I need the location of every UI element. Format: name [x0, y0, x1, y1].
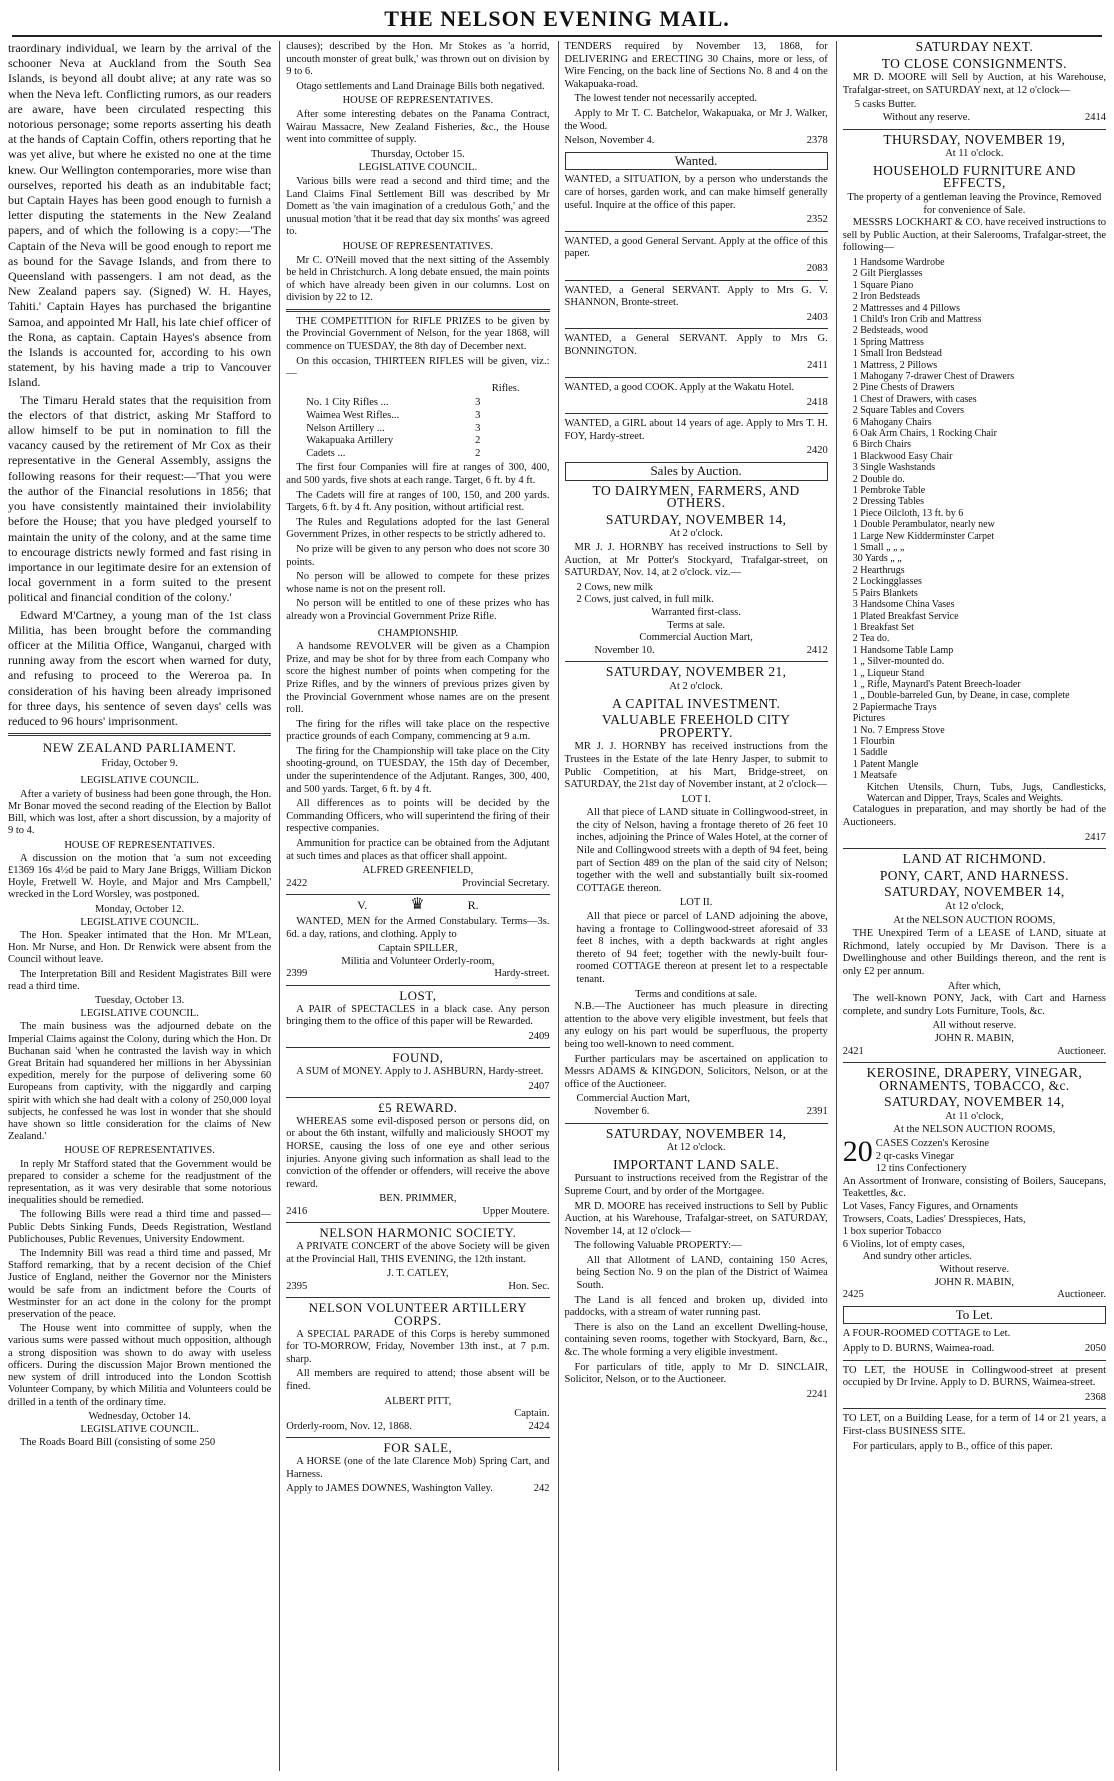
table-cell: Cadets ... [306, 447, 346, 459]
ad-text: TENDERS required by November 13, 1868, for DELIVERING and ERECTING 30 Chains, more or less, of Wire Fencing, on the back line of Sections No. 8 and 4 on the Wakapuaka-road. [564, 41, 828, 90]
ad-text: A HORSE (one of the late Clarence Mob) Spring Cart, and Harness. [286, 1455, 550, 1480]
list-item: 1 Patent Mangle [852, 758, 919, 770]
ad-place: Nelson, November 4. [564, 135, 655, 147]
ad-heading: LOST, [399, 987, 437, 1003]
ad-street: Hardy-street. [494, 968, 550, 980]
ad-heading: PONY, CART, AND HARNESS. [879, 867, 1069, 883]
article-paragraph: The Indemnity Bill was read a third time and passed, Mr Stafford remarking, that by a recent decision of the Chief Justice of England, neither the Governor nor the Ministers would be safe from an indictment before the Courts of Westminster for an act done in the colony for the prompt preservation of the peace. [8, 1248, 272, 1321]
list-item: 1 Mahogany 7-drawer Chest of Drawers [852, 370, 1015, 382]
ad-text: WANTED, a SITUATION, by a person who understands the care of horses, garden work, and can make himself generally useful. Inquire at the office of this paper. [564, 174, 828, 211]
article-paragraph: The Interpretation Bill and Resident Magistrates Bill were read a third time. [8, 968, 272, 992]
ad-place: Commercial Auction Mart, [576, 1093, 690, 1105]
ad-text: Warranted first-class. [651, 606, 741, 618]
ad-text: THE Unexpired Term of a LEASE of LAND, situate at Richmond, lately occupied by Mr Davison. There is a Dwellinghouse and other Buildings thereon, and the rent is only £2 per annum. [842, 928, 1106, 977]
ad-heading: TO CLOSE CONSIGNMENTS. [881, 55, 1067, 71]
divider [286, 894, 549, 895]
signature-name: JOHN R. MABIN, [934, 1032, 1015, 1044]
big-number: 20 [842, 1135, 873, 1169]
article-paragraph: The main business was the adjourned debate on the Imperial Claims against the Colony, during which the Hon. Dr Buchanan said 'when he contrasted the lavish way in which Great Britain had squandered her millions in her Abyssinian expedition, merely for the purpose of delivering some 60 Europeans from captivity, with the niggardly and carping spirit with which she had dealt with a colony of 250,000 loyal subjects, he confessed he was lost in wonder that she should have shown so little consideration for the claims of New Zealand.' [8, 1021, 272, 1143]
list-item: 1 Plated Breakfast Service [852, 610, 959, 622]
ad-text: The lowest tender not necessarily accepted. [574, 93, 758, 105]
ad-number: 2417 [1085, 831, 1106, 843]
ad-text: WANTED, a good General Servant. Apply at the office of this paper. [564, 235, 828, 260]
subheading: LEGISLATIVE COUNCIL. [80, 916, 199, 928]
ad-heading: HOUSEHOLD FURNITURE AND EFFECTS, [873, 162, 1076, 191]
list-item: 2 Gilt Pierglasses [852, 268, 923, 280]
ad-text: MR J. J. HORNBY has received instructions to Sell by Auction, at Mr Potter's Stockyard, Trafalgar-street, on SATURDAY, Nov. 14, at 2 o'clock. viz.— [564, 542, 828, 579]
signature-name: JOHN R. MABIN, [934, 1276, 1015, 1288]
lot-heading: LOT II. [679, 897, 713, 909]
article-paragraph: A handsome REVOLVER will be given as a Champion Prize, and may be shot for by three from each Company who score the highest number of points when competing for the Prize Rifles, and by the winners of previous prizes given by the Provincial Government whose names are on the present roll. [286, 641, 550, 716]
list-item: 1 Handsome Table Lamp [852, 644, 954, 656]
section-heading: NEW ZEALAND PARLIAMENT. [42, 740, 237, 756]
signature-title: Hon. Sec. [508, 1280, 550, 1292]
ad-contact: Captain SPILLER, [378, 943, 458, 955]
list-item: 1 Handsome Wardrobe [852, 256, 945, 268]
subheading: HOUSE OF REPRESENTATIVES. [64, 1145, 215, 1157]
ad-text: Terms at sale. [667, 619, 726, 631]
list-item: 1 Chest of Drawers, with cases [852, 393, 977, 405]
ad-text: WANTED, a General SERVANT. Apply to Mrs G. BONNINGTON. [564, 333, 828, 357]
list-item: 1 Child's Iron Crib and Mattress [852, 313, 982, 325]
subheading: HOUSE OF REPRESENTATIVES. [342, 240, 494, 252]
divider [565, 377, 828, 378]
signature-name: ALBERT PITT, [384, 1395, 452, 1407]
ad-text: Pursuant to instructions received from the Registrar of the Supreme Court, and by order of the Mortgagee. [564, 1173, 828, 1197]
ad-number: 2403 [806, 311, 828, 323]
list-item: 1 Double Perambulator, nearly new [852, 519, 995, 531]
ad-number: 2424 [528, 1420, 550, 1432]
table-row [306, 423, 486, 436]
list-item: 12 tins Confectionery [875, 1163, 967, 1175]
table-cell: 2 [475, 435, 481, 447]
list-item: Lot Vases, Fancy Figures, and Ornaments [842, 1201, 1018, 1213]
ad-text: MESSRS LOCKHART & CO. have received instructions to sell by Public Auction, at their Salerooms, Trafalgar-street, the following— [842, 217, 1106, 254]
ad-text: A SUM of MONEY. Apply to J. ASHBURN, Hardy-street. [296, 1065, 544, 1077]
divider [286, 985, 549, 986]
ad-text: The well-known PONY, Jack, with Cart and Harness complete, and sundry Lots Furniture, Tools, &c. [842, 993, 1106, 1017]
article-paragraph: After some interesting debates on the Panama Contract, Wairau Massacre, New Zealand Fisheries, &c., the House went into committee of supply. [286, 108, 550, 146]
list-item: Pictures [852, 713, 885, 725]
ad-date: THURSDAY, NOVEMBER 19, [883, 131, 1066, 147]
ad-number: 2409 [528, 1030, 550, 1042]
divider [565, 1123, 828, 1124]
list-item: 2 Double do. [852, 473, 905, 485]
ad-text: Without reserve. [939, 1264, 1010, 1275]
divider [565, 413, 828, 414]
date-line: Thursday, October 15. [370, 148, 465, 160]
ad-place: Upper Moutere. [482, 1205, 550, 1217]
list-item: 2 Hearthrugs [852, 564, 905, 576]
list-item: 5 casks Butter. [854, 99, 917, 111]
divider [843, 1360, 1106, 1361]
ad-heading: FOR SALE, [383, 1440, 453, 1456]
article-paragraph: The Rules and Regulations adopted for the last General Government Prizes, in other respects to be strictly adhered to. [286, 516, 550, 541]
ad-text: N.B.—The Auctioneer has much pleasure in directing attention to the above very eligible investment, but feels that any eulogy on his part would be superfluous, the property being too well-known to need comment. [564, 1001, 828, 1050]
ad-number: 2399 [286, 968, 308, 980]
list-item: 1 Saddle [852, 747, 888, 759]
list-item: 2 Mattresses and 4 Pillows [852, 302, 960, 314]
list-item: 1 Square Piano [852, 279, 914, 291]
ad-number: 2352 [806, 214, 828, 226]
ad-text: All members are required to attend; those absent will be fined. [286, 1368, 550, 1392]
ad-text: A SPECIAL PARADE of this Corps is hereby summoned for TO-MORROW, Friday, November 13th inst., at 7 p.m. sharp. [286, 1328, 550, 1365]
list-item: 2 Bedsteads, wood [852, 325, 929, 337]
ad-heading: IMPORTANT LAND SALE. [613, 1156, 780, 1172]
ad-number: 2416 [286, 1205, 308, 1217]
ad-time: At 12 o'clock. [666, 1142, 726, 1154]
ad-date: SATURDAY, NOVEMBER 14, [605, 1125, 787, 1141]
list-item: 2 Square Tables and Covers [852, 405, 965, 417]
article-paragraph: Otago settlements and Land Drainage Bills both negatived. [296, 80, 545, 92]
signature-title: Auctioneer. [1057, 1289, 1106, 1301]
ad-text: The following Valuable PROPERTY:— [574, 1240, 742, 1252]
rifle-occasion: On this occasion, THIRTEEN RIFLES will be given, viz.:— [286, 355, 550, 380]
ad-number: 2391 [806, 1105, 828, 1117]
signature-name: BEN. PRIMMER, [379, 1193, 457, 1205]
divider [565, 280, 828, 281]
columns [8, 41, 1106, 1771]
seal-v: V. [357, 898, 368, 913]
ad-heading: NELSON HARMONIC SOCIETY. [319, 1225, 517, 1241]
article-paragraph: No person will be allowed to compete for these prizes whose name is not on the present roll. [286, 571, 550, 595]
masthead: THE NELSON EVENING MAIL. [12, 6, 1102, 37]
list-item: Kitchen Utensils, Churn, Tubs, Jugs, Candlesticks, Watercan and Dipper, Trays, Scales and Weights. [866, 781, 1106, 804]
list-item: 1 box superior Tobacco [842, 1226, 942, 1238]
ad-time: At 11 o'clock, [945, 1110, 1004, 1122]
list-item: 2 Tea do. [852, 633, 890, 645]
ad-number: 242 [533, 1483, 550, 1495]
signature-name: ALFRED GREENFIELD, [362, 865, 474, 877]
ad-number: 2425 [842, 1289, 864, 1301]
ad-text: Apply to JAMES DOWNES, Washington Valley. [286, 1483, 493, 1495]
list-item: 1 Breakfast Set [852, 621, 914, 633]
ad-number: 2412 [806, 644, 828, 656]
ad-text: A PAIR of SPECTACLES in a black case. Any person bringing them to the office of this paper will be Rewarded. [286, 1003, 550, 1028]
list-item: And sundry other articles. [862, 1251, 972, 1263]
ad-heading: KEROSINE, DRAPERY, VINEGAR, ORNAMENTS, TOBACCO, &c. [866, 1065, 1083, 1093]
divider [286, 1097, 549, 1098]
ad-text: The property of a gentleman leaving the Province, Removed for convenience of Sale. [847, 191, 1102, 216]
ad-number: 2411 [807, 360, 828, 372]
ad-text: There is also on the Land an excellent Dwelling-house, containing seven rooms, together with Stockyard, Barn, &c., &c. The whole forming a very eligible investment. [564, 1321, 828, 1359]
ad-heading: SATURDAY NEXT. [915, 41, 1034, 54]
list-item: 1 Mattress, 2 Pillows [852, 359, 938, 371]
seal-r: R. [467, 898, 479, 913]
ad-date: November 10. [594, 644, 655, 656]
ad-text: WANTED, a General SERVANT. Apply to Mrs G. V. SHANNON, Bronte-street. [564, 284, 828, 309]
article-paragraph: No prize will be given to any person who does not score 30 points. [286, 543, 550, 568]
kerosine-list [842, 1135, 1106, 1264]
subheading: HOUSE OF REPRESENTATIVES. [64, 839, 215, 851]
ad-text: MR D. MOORE has received instructions to Sell by Public Auction, at his Warehouse, Trafalgar-street, on SATURDAY, November 14, at 12 o'clock— [564, 1200, 828, 1237]
article-paragraph: The Roads Board Bill (consisting of some 250 [20, 1437, 216, 1449]
date-line: Friday, October 9. [101, 758, 178, 770]
ad-heading: VALUABLE FREEHOLD CITY PROPERTY. [601, 712, 791, 740]
ad-place: Commercial Auction Mart, [639, 632, 753, 644]
list-item: 1 „ Double-barreled Gun, by Deane, in case, complete [852, 690, 1070, 702]
table-cell: Wakapuaka Artillery [306, 435, 394, 447]
ad-heading: FOUND, [392, 1050, 444, 1066]
list-item: 1 Large New Kidderminster Carpet [852, 530, 995, 542]
rifles-label: Rifles. [491, 382, 520, 394]
date-line: Tuesday, October 13. [94, 995, 185, 1006]
list-item: 1 No. 7 Empress Stove [852, 724, 945, 736]
ad-time: At 12 o'clock, [944, 900, 1004, 912]
article-paragraph: traordinary individual, we learn by the arrival of the schooner Neva at Auckland from the South Sea Islands, is beyond all doubt alive; at any rate was so when the Neva left. Conflicting rumors, as our readers are aware, have been circulated respecting this notorious personage; some reports asserting his death at the hands of Captain Coffin, others reporting that he was yet alive, but where he existed no one at the time knew. Our Wellington contemporaries, more wise than ourselves, reported his death as an indubitable fact; but Captain Hayes has been good enough to furnish a letter disputing the statements in the New Zealand papers, and of which the following is a copy:—'The Captain of the Neva will be good enough to report me as bound for the Savage Islands, and from there to Queensland with passengers. I am not dead, as the New Zealand papers say. (Signed) W. H. Hayes, Tahiti.' Captain Hayes has purchased the brigantine Samoa, and appointed Mr Hall, his late chief officer of the Rona, as captain. Captain Hayes's absence from the Islands is accounted for, according to his own statement, by his having made a trip to Vancouver Island. [8, 41, 272, 390]
signature-title: Auctioneer. [1057, 1045, 1106, 1057]
crown-icon: ♛ [410, 896, 425, 914]
lot-heading: LOT I. [681, 793, 711, 805]
ad-number: 2050 [1085, 1342, 1106, 1354]
subheading: LEGISLATIVE COUNCIL. [358, 162, 478, 174]
list-item: 1 Blackwood Easy Chair [852, 450, 953, 462]
subheading: LEGISLATIVE COUNCIL. [80, 1423, 199, 1435]
article-paragraph: Mr C. O'Neill moved that the next sitting of the Assembly be held in Christchurch. A long debate ensued, the main points of which have already been given in our columns. Lost on division by 22 to 12. [286, 254, 550, 304]
section-box-auction: Sales by Auction. [565, 462, 828, 481]
ad-number: 2418 [806, 396, 828, 408]
list-item: 5 Pairs Blankets [852, 587, 918, 599]
article-paragraph: A discussion on the motion that 'a sum not exceeding £1369 16s 4½d be paid to Mary Jane Briggs, William Dickon Hoyle, Fretwell W. Hoyle, and Major and Mrs Campbell,' wrecked in the Lord Worsley, was postponed. [8, 852, 272, 901]
article-paragraph: clauses); described by the Hon. Mr Stokes as 'a horrid, uncouth monster of great bulk,' was thrown out on division by 9 to 6. [286, 41, 550, 78]
list-item: 2 Lockingglasses [852, 576, 922, 588]
list-item: 1 „ Silver-mounted do. [852, 656, 945, 668]
ad-text: The Land is all fenced and broken up, divided into paddocks, with a stream of water running past. [564, 1294, 828, 1319]
list-item: 6 Birch Chairs [852, 439, 912, 451]
ad-number: 2414 [1085, 111, 1106, 123]
list-item: 6 Oak Arm Chairs, 1 Rocking Chair [852, 428, 997, 439]
article-paragraph: The Hon. Speaker intimated that the Hon. Mr M'Lean, Hon. Mr Nurse, and Hon. Dr Renwick were absent from the Council without leave. [8, 929, 272, 966]
ad-text: Terms and conditions at sale. [635, 988, 758, 1000]
ad-text: Catalogues in preparation, and may shortly be had of the Auctioneers. [842, 804, 1106, 828]
ad-time: At 2 o'clock. [669, 528, 723, 540]
table-cell: 3 [475, 422, 481, 434]
ad-number: 2378 [806, 135, 828, 147]
ad-text: Without any reserve. [882, 111, 971, 123]
list-item: 30 Yards „ „ [852, 553, 902, 565]
divider [843, 848, 1106, 849]
article-paragraph: Ammunition for practice can be obtained from the Adjutant at such times and places as that officer shall appoint. [286, 838, 550, 862]
table-row [306, 435, 486, 448]
ad-text: TO LET, on a Building Lease, for a term of 14 or 21 years, a First-class BUSINESS SITE. [842, 1413, 1106, 1437]
ad-heading: A CAPITAL INVESTMENT. [612, 695, 781, 711]
column-3 [558, 41, 828, 1771]
ad-heading: TO DAIRYMEN, FARMERS, AND OTHERS. [592, 482, 800, 511]
column-4 [836, 41, 1106, 1771]
divider [8, 733, 271, 736]
article-paragraph: No person will be entitled to one of these prizes who has already won a Provincial Government Prize Rifle. [286, 598, 550, 622]
list-item: 2 Cows, just calved, in full milk. [576, 594, 714, 606]
ad-text: MR J. J. HORNBY has received instructions from the Trustees in the Estate of the late Henry Jasper, to submit to Public Competition, at his Mart, Bridge-street, on SATURDAY, the 21st day of November instant, at 2 o'clock— [564, 741, 828, 791]
ad-contact: Militia and Volunteer Orderly-room, [341, 955, 495, 967]
subheading: LEGISLATIVE COUNCIL. [80, 1008, 199, 1020]
list-item: An Assortment of Ironware, consisting of Boilers, Saucepans, Teakettles, &c. [842, 1175, 1106, 1200]
list-item: 2 Dressing Tables [852, 496, 925, 508]
ad-number: 2368 [1085, 1391, 1106, 1403]
article-paragraph: The Cadets will fire at ranges of 100, 150, and 200 yards. Targets, 6 ft. by 4 ft. Any position, without artificial rest. [286, 489, 550, 514]
table-cell: No. 1 City Rifles ... [306, 397, 389, 409]
table-cell: Nelson Artillery ... [306, 422, 385, 434]
ad-date: SATURDAY, NOVEMBER 14, [884, 1094, 1065, 1110]
table-cell: Waimea West Rifles... [306, 410, 400, 422]
list-item: 2 qr-casks Vinegar [875, 1150, 955, 1162]
list-item: 1 „ Liqueur Stand [852, 667, 925, 679]
ad-text: Further particulars may be ascertained on application to Messrs ADAMS & KINGDON, Solicitors, Nelson, or at the office of the Auctioneer. [564, 1053, 828, 1090]
furniture-list [853, 257, 1106, 805]
table-cell: 3 [475, 410, 481, 422]
article-paragraph: After a variety of business had been gone through, the Hon. Mr Bonar moved the second reading of the Election by Ballot Bill, which was lost, after a short discussion, by a majority of 9 to 4. [8, 788, 272, 837]
ad-text: All without reserve. [932, 1020, 1017, 1032]
ad-text: A FOUR-ROOMED COTTAGE to Let. [842, 1328, 1011, 1340]
ad-number: 2422 [286, 877, 308, 889]
list-item: 6 Violins, lot of empty cases, [842, 1238, 965, 1250]
ad-text: WANTED, a GIRL about 14 years of age. Apply to Mrs T. H. FOY, Hardy-street. [564, 418, 828, 442]
list-item: 6 Mahogany Chairs [852, 416, 932, 428]
divider [565, 661, 828, 662]
list-item: Trowsers, Coats, Ladies' Dresspieces, Hats, [842, 1213, 1026, 1225]
column-1 [8, 41, 271, 1771]
table-row [306, 410, 486, 423]
list-item: 1 Pembroke Table [852, 485, 926, 497]
article-paragraph: In reply Mr Stafford stated that the Government would be prepared to consider a scheme for the readjustment of the representation, as it was very desirable that some notorious inequalities should be remedied. [8, 1158, 272, 1207]
article-paragraph: The Timaru Herald states that the requisition from the electors of that district, asking Mr Stafford to allow himself to be put in nomination to fill the vacancy caused by the retirement of Mr Cox as their representative in the General Assembly, assigns the following reasons for their request:—'That you were the author of the Financial resolutions in 1856; that you have consistently maintained their inviolability before the House; that you have pledged yourself to maintain the unity of the colony, and at the same time to encourage districts newly formed and fast rising in importance in our legitimate desire for an extension of local government in a form suited to the present political and financial condition of the colony.' [8, 392, 272, 605]
ad-text: All that piece of LAND situate in Collingwood-street, in the city of Nelson, having a frontage thereto of 26 feet 10 inches, adjoining the Prince of Wales Hotel, at the corner of Nile and Collingwood streets with a depth of 94 feet, being part of Section 489 on the plan of the said city of Nelson; together with the well and substantially built six-roomed COTTAGE thereon. [576, 807, 828, 894]
ad-text: Apply to D. BURNS, Waimea-road. [842, 1342, 995, 1354]
ad-number: 2241 [806, 1388, 828, 1400]
list-item: CASES Cozzen's Kerosine [875, 1138, 990, 1150]
subheading: CHAMPIONSHIP. [377, 627, 458, 639]
list-item: 1 Small Iron Bedstead [852, 348, 942, 360]
column-2 [279, 41, 549, 1771]
ad-text: After which, [947, 980, 1001, 992]
ad-number: 2407 [528, 1080, 550, 1092]
ad-text: WHEREAS some evil-disposed person or persons did, on or about the 6th instant, wilfully and maliciously SHOOT my HORSE, causing the loss of one eye and other serious injuries. Anyone giving such information as shall lead to the conviction of the offender or offenders, will receive the above reward. [286, 1115, 550, 1190]
list-item: 1 Flourbin [852, 735, 895, 747]
article-paragraph: The firing for the Championship will take place on the City shooting-ground, on TUESDAY, the 15th day of December, under the superintendence of the Adjutant. Ranges, 300, 400, and 500 yards. Target, 6 ft. by 4 ft. [286, 745, 550, 795]
divider [565, 328, 828, 329]
ad-text: MR D. MOORE will Sell by Auction, at his Warehouse, Trafalgar-street, on SATURDAY next, at 12 o'clock— [842, 72, 1106, 96]
divider [286, 1222, 549, 1223]
ad-number: 2395 [286, 1280, 308, 1292]
table-cell: 2 [475, 447, 481, 459]
list-item: 3 Single Washstands [852, 462, 936, 474]
divider [286, 1047, 549, 1048]
article-paragraph: All differences as to points will be decided by the Commanding Officers, who will superintend the firing of their respective companies. [286, 798, 550, 835]
list-item: 1 „ Rifle, Maynard's Patent Breech-loader [852, 678, 1021, 690]
divider [843, 1062, 1106, 1063]
table-row [306, 448, 486, 461]
ad-date: SATURDAY, NOVEMBER 14, [605, 511, 787, 527]
ad-number: 2421 [842, 1045, 864, 1057]
divider [286, 1437, 549, 1438]
rifles-table [306, 397, 486, 460]
ad-heading: LAND AT RICHMOND. [902, 851, 1047, 867]
list-item: 1 Meatsafe [852, 770, 897, 782]
list-item: 2 Iron Bedsteads [852, 291, 920, 303]
divider [286, 1297, 549, 1298]
table-cell: 3 [475, 397, 481, 409]
signature-title: Captain. [514, 1408, 550, 1420]
date-line: Wednesday, October 14. [88, 1410, 191, 1422]
article-paragraph: The House went into committee of supply, when the various sums were passed without much opposition, although a strong disposition was shown to do away with useless officers. During the discussion Major Brown mentioned the new system of drill introduced into the London Scottish Volunteer Company, by which Militia and Volunteers could be drilled in a tenth of the ordinary time. [8, 1323, 272, 1408]
ad-text: For particulars of title, apply to Mr D. SINCLAIR, Solicitor, Nelson, or to the Auctioneer. [564, 1361, 828, 1386]
list-item: 2 Papiermache Trays [852, 701, 937, 713]
list-item: 1 Spring Mattress [852, 336, 924, 348]
table-row [306, 397, 486, 410]
list-item: 3 Handsome China Vases [852, 599, 955, 611]
rifle-intro: THE COMPETITION for RIFLE PRIZES to be given by the Provincial Government of Nelson, for the year 1868, will commence on TUESDAY, the 8th day of December next. [286, 315, 550, 353]
ad-place: At the NELSON AUCTION ROOMS, [893, 1124, 1056, 1136]
ad-text: All that Allotment of LAND, containing 150 Acres, being Section No. 9 on the plan of the District of Waimea South. [576, 1254, 828, 1292]
ad-date: SATURDAY, NOVEMBER 14, [884, 884, 1065, 900]
section-box-wanted: Wanted. [565, 152, 828, 171]
ad-text: A PRIVATE CONCERT of the above Society will be given at the Provincial Hall, THIS EVENING, the 12th instant. [286, 1241, 550, 1265]
article-paragraph: The following Bills were read a third time and passed—Public Debts Sinking Funds, Deeds Registration, Westland Publichouses, Public Revenues, University Endowment. [8, 1209, 272, 1245]
subheading: HOUSE OF REPRESENTATIVES. [342, 95, 494, 107]
ad-text: WANTED, a good COOK. Apply at the Wakatu Hotel. [564, 382, 795, 394]
royal-seal-row [286, 896, 549, 914]
ad-text: For particulars, apply to B., office of this paper. [852, 1440, 1053, 1452]
ad-place: At the NELSON AUCTION ROOMS, [893, 914, 1056, 926]
ad-heading: NELSON VOLUNTEER ARTILLERY CORPS. [308, 1300, 528, 1329]
ad-date: November 6. [594, 1105, 650, 1117]
list-item: 1 Small „ „ „ [852, 542, 905, 554]
ad-heading: £5 REWARD. [378, 1100, 458, 1116]
ad-place: Orderly-room, Nov. 12, 1868. [286, 1420, 412, 1432]
ad-number: 2420 [806, 445, 828, 457]
list-item: 1 Piece Oilcloth, 13 ft. by 6 [852, 507, 964, 519]
divider [286, 309, 549, 312]
article-paragraph: Edward M'Cartney, a young man of the 1st class Militia, has been brought before the commanding officer at the Militia Office, Wanganui, charged with running away from the escort when warned for duty, and refusing to proceed to the Wereroa pa. In consideration of his having been already imprisoned for three days, his sentence of seven days' cells was reduced to 96 hours' imprisonment. [8, 607, 272, 728]
subheading: LEGISLATIVE COUNCIL. [80, 774, 199, 786]
divider [843, 1408, 1106, 1409]
section-box-to-let: To Let. [843, 1306, 1106, 1325]
article-paragraph: The firing for the rifles will take place on the respective practice grounds of each Company, commencing at 9 a.m. [286, 718, 550, 743]
divider [565, 231, 828, 232]
ad-text: WANTED, MEN for the Armed Constabulary. Terms—3s. 6d. a day, rations, and clothing. Apply to [286, 916, 550, 940]
ad-time: At 11 o'clock. [945, 148, 1004, 160]
ad-text: TO LET, the HOUSE in Collingwood-street at present occupied by Dr Irvine. Apply to D. BURNS, Waimea-street. [842, 1364, 1106, 1389]
article-paragraph: Various bills were read a second and third time; and the Land Claims Final Settlement Bill was described by Mr Domett as 'the vain imagination of a credulous Goth,' and the unusual motion 'that it be read that day six months' was agreed to. [286, 175, 550, 238]
ad-date: SATURDAY, NOVEMBER 21, [605, 664, 787, 680]
ad-time: At 2 o'clock. [669, 680, 723, 692]
list-item: 2 Pine Chests of Drawers [852, 382, 955, 394]
signature-name: J. T. CATLEY, [387, 1268, 449, 1280]
article-paragraph: The first four Companies will fire at ranges of 300, 400, and 500 yards, five shots at each range. Target, 6 ft. by 4 ft. [286, 462, 550, 486]
divider [843, 129, 1106, 130]
signature-title: Provincial Secretary. [462, 877, 550, 889]
date-line: Monday, October 12. [95, 903, 185, 915]
ad-text: All that piece or parcel of LAND adjoining the above, having a frontage to Collingwood-street aforesaid of 33 feet 8 inches, with a depth backwards at right angles thereto of 94 feet; together with the newly-built four-roomed COTTAGE thereon at present let to a respectable tenant. [576, 911, 828, 985]
ad-number: 2083 [806, 262, 828, 274]
ad-text: Apply to Mr T. C. Batchelor, Wakapuaka, or Mr J. Walker, the Wood. [564, 107, 828, 132]
list-item: 2 Cows, new milk [576, 581, 653, 593]
